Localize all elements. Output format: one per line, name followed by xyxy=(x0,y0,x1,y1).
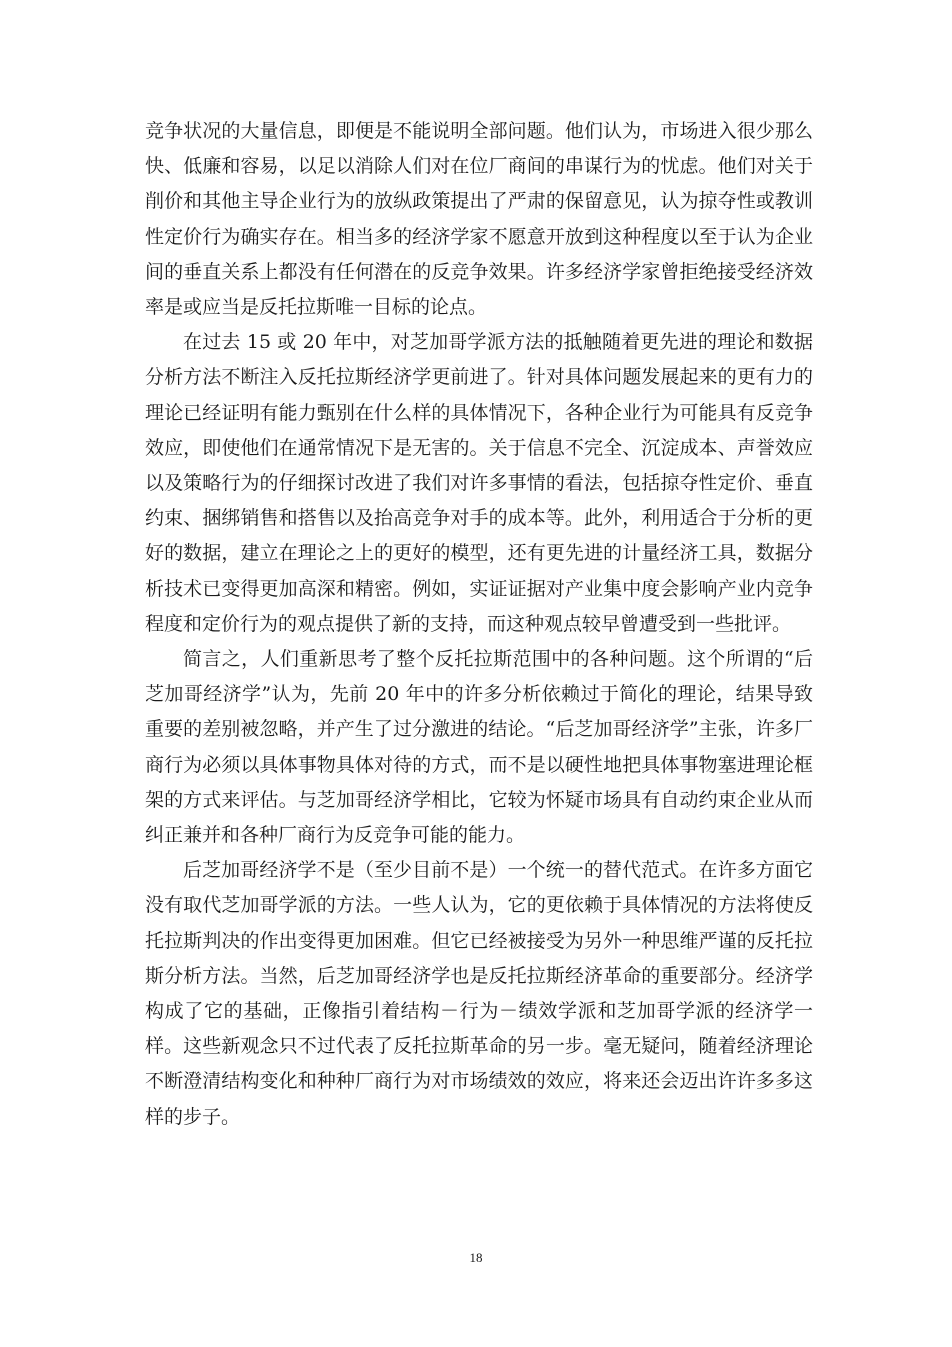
paragraph: 简言之，人们重新思考了整个反托拉斯范围中的各种问题。这个所谓的“后芝加哥经济学”认为，先前 20 年中的许多分析依赖过于简化的理论，结果导致重要的差别被忽略，并产生了过分激进的结论。“后芝加哥经济学”主张，许多厂商行为必须以具体事物具体对待的方式，而不是以硬性地把具体事物塞进理论框架的方式来评估。与芝加哥经济学相比，它较为怀疑市场具有自动约束企业从而纠正兼并和各种厂商行为反竞争可能的能力。 xyxy=(145,648,813,847)
page-number: 18 xyxy=(469,1250,483,1265)
paragraph: 后芝加哥经济学不是（至少目前不是）一个统一的替代范式。在许多方面它没有取代芝加哥学派的方法。一些人认为，它的更依赖于具体情况的方法将使反托拉斯判决的作出变得更加困难。但它已经被接受为另外一种思维严谨的反托拉斯分析方法。当然，后芝加哥经济学也是反托拉斯经济革命的重要部分。经济学构成了它的基础，正像指引着结构－行为－绩效学派和芝加哥学派的经济学一样。这些新观念只不过代表了反托拉斯革命的另一步。毫无疑问，随着经济理论不断澄清结构变化和种种厂商行为对市场绩效的效应，将来还会迈出许许多多这样的步子。 xyxy=(145,859,813,1128)
paragraph: 在过去 15 或 20 年中，对芝加哥学派方法的抵触随着更先进的理论和数据分析方法不断注入反托拉斯经济学更前进了。针对具体问题发展起来的更有力的理论已经证明有能力甄别在什么样的具体情况下，各种企业行为可能具有反竞争效应，即使他们在通常情况下是无害的。关于信息不完全、沉淀成本、声誉效应以及策略行为的仔细探讨改进了我们对许多事情的看法，包括掠夺性定价、垂直约束、捆绑销售和搭售以及抬高竞争对手的成本等。此外，利用适合于分析的更好的数据，建立在理论之上的更好的模型，还有更先进的计量经济工具，数据分析技术已变得更加高深和精密。例如，实证证据对产业集中度会影响产业内竞争程度和定价行为的观点提供了新的支持，而这种观点较早曾遭受到一些批评。 xyxy=(145,331,813,635)
body-text xyxy=(145,114,813,1135)
paragraph-continued: 竞争状况的大量信息，即便是不能说明全部问题。他们认为，市场进入很少那么快、低廉和容易，以足以消除人们对在位厂商间的串谋行为的忧虑。他们对关于削价和其他主导企业行为的放纵政策提出了严肃的保留意见，认为掠夺性或教训性定价行为确实存在。相当多的经济学家不愿意开放到这种程度以至于认为企业间的垂直关系上都没有任何潜在的反竞争效果。许多经济学家曾拒绝接受经济效率是或应当是反托拉斯唯一目标的论点。 xyxy=(145,120,813,319)
